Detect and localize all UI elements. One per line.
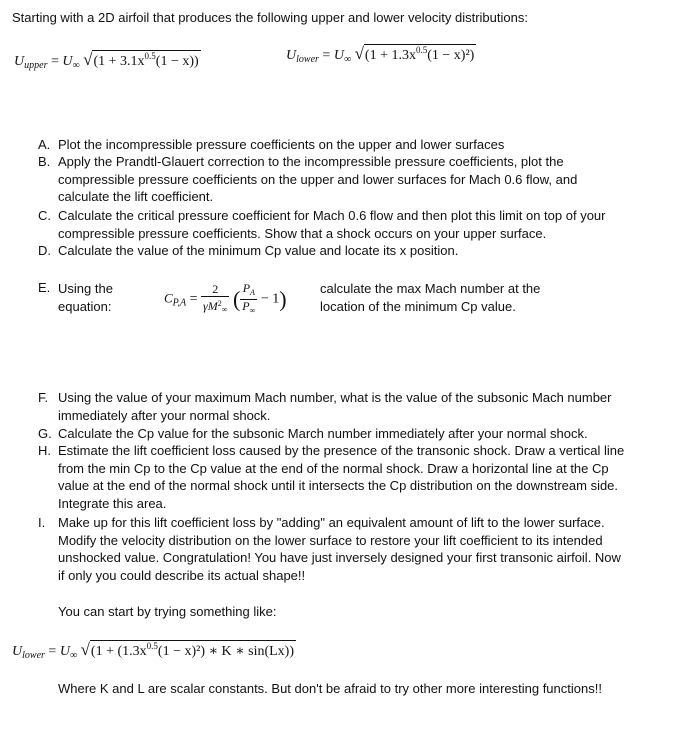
item-label: D. [38, 243, 51, 258]
item-label: C. [38, 208, 51, 223]
item-text: Using the value of your maximum Mach number, what is the value of the subsonic Mach number immediately after your normal shock. [58, 390, 612, 423]
item-text: Make up for this lift coefficient loss by "adding" an equivalent amount of lift to the lower surface. Modify the velocity distribution on the lower surface to restore your lift coefficient to its intended unshocked value. Congratulation! You have just inversely designed your first transonic airfoil. Now if only you could describe its actual shape!! [58, 515, 621, 583]
start-note: You can start by trying something like: [58, 604, 277, 619]
item-text: Calculate the Cp value for the subsonic March number immediately after your normal shock. [58, 426, 588, 441]
equation-modified-lower-velocity: $U_{lower} = U_\infty$ $√(1 + (1.3x^{0.5}(1 - x)^2)$ ∗ K ∗ sin(Lx)) [12, 640, 295, 661]
radical-sign: √ [354, 44, 364, 63]
item-label: F. [38, 390, 49, 405]
equation-lower-velocity: $U_{lower} = U_\infty$ $√(1 + 1.3x^{0.5}(1 - x)^2)$ [286, 44, 475, 65]
item-e-right-text: calculate the max Mach number at the location of the minimum Cp value. [320, 281, 541, 314]
intro-text: Starting with a 2D airfoil that produces the following upper and lower velocity distributions: [12, 10, 528, 25]
item-label: I. [38, 515, 46, 530]
item-label: B. [38, 154, 51, 169]
closing-text: Where K and L are scalar constants. But don't be afraid to try other more interesting functions!! [58, 681, 602, 696]
item-text: Apply the Prandtl-Glauert correction to the incompressible pressure coefficients, plot the compressible pressure coefficients on the upper and lower surfaces for Mach 0.6 flow, and calculate the lift coefficient. [58, 154, 578, 204]
item-text: Estimate the lift coefficient loss caused by the presence of the transonic shock. Draw a vertical line from the min Cp to the Cp value at the end of the normal shock. Draw a horizontal line at the Cp value at the end of the normal shock until it intersects the Cp distribution on the downstream side. Integrate this area. [58, 443, 625, 511]
equation-upper-velocity: $U_{upper} = U_\infty$ $√(1 + 3.1x^{0.5}(1 - x))$ [14, 50, 199, 71]
item-label: E. [38, 280, 51, 295]
list-item-e [38, 280, 638, 324]
pressure-coefficient-equation: $C_{P,A}$ = $\frac{2}{\gamma M^2_\infty}$ ( $\frac{P_A}{P_\infty}$ − 1) [164, 281, 287, 315]
item-text: Calculate the critical pressure coefficient for Mach 0.6 flow and then plot this limit on top of your compressible pressure coefficients. Show that a shock occurs on your upper surface. [58, 208, 606, 241]
item-e-left-text: Using the equation: [58, 281, 113, 314]
item-text: Plot the incompressible pressure coefficients on the upper and lower surfaces [58, 137, 505, 152]
item-text: Calculate the value of the minimum Cp value and locate its x position. [58, 243, 459, 258]
item-label: G. [38, 426, 52, 441]
item-label: H. [38, 443, 51, 458]
item-label: A. [38, 137, 51, 152]
radical-sign: √ [80, 640, 90, 659]
radical-sign: √ [83, 50, 93, 69]
